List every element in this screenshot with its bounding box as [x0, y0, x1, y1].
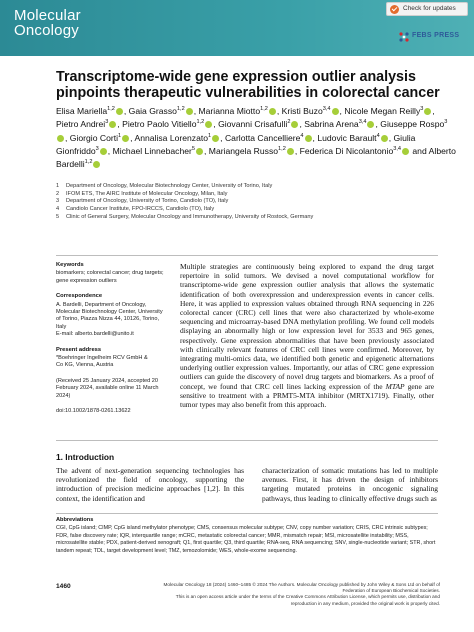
orcid-icon[interactable] [424, 108, 431, 115]
author-name: Mariangela Russo [208, 145, 279, 156]
orcid-icon[interactable] [93, 161, 100, 168]
author-name: Giuseppe Rospo [380, 119, 445, 130]
author-affiliation-marker: 1,2 [107, 106, 115, 112]
author-affiliation-marker: 3 [420, 106, 424, 112]
section-heading-introduction: 1. Introduction [56, 452, 115, 462]
author-affiliation-marker: 3 [444, 119, 448, 126]
febs-press-logo [398, 30, 460, 44]
author-affiliation-marker: 4 [376, 132, 380, 139]
body-column-left: The advent of next-generation sequencing technologies has revolutionized the field of oncology, supporting the introduction of precision medicine approaches [1,2]. In this context, the identification and [56, 466, 244, 503]
check-for-updates-button[interactable] [386, 2, 468, 16]
author-name: Alberto Bardelli [56, 145, 456, 169]
author-affiliation-marker: 3,4 [358, 119, 367, 126]
author-name: Michael Linnebacher [112, 145, 192, 156]
present-address-heading: Present address [56, 346, 102, 353]
author-name: Federica Di Nicolantonio [299, 145, 394, 156]
author-name: Marianna Miotto [198, 105, 261, 116]
orcid-icon[interactable] [332, 108, 339, 115]
affiliation-row [56, 214, 456, 222]
author-name: Giulia Gionfriddo [56, 132, 416, 156]
author-affiliation-marker: 1,2 [84, 159, 93, 166]
divider [56, 513, 438, 514]
affiliation-row [56, 206, 456, 214]
author-name: Ludovic Barault [317, 132, 377, 143]
orcid-icon[interactable] [305, 135, 312, 142]
orcid-icon[interactable] [402, 148, 409, 155]
author-name: Nicole Megan Reilly [344, 105, 421, 116]
orcid-icon[interactable] [269, 108, 276, 115]
journal-name [14, 8, 81, 38]
affiliation-number: 1 [56, 183, 60, 189]
body-column-right: characterization of somatic mutations has led to multiple avenues. First, it has driven the design of inhibitors targeting mutated proteins in oncogenic signaling pathways, thus leading to clinically effective drugs such as [262, 466, 438, 503]
present-address-text: *Boehringer Ingelheim RCV GmbH & Co KG, Vienna, Austria [56, 355, 148, 369]
affiliation-text: IFOM ETS, The AIRC Institute of Molecular Oncology, Milan, Italy [66, 190, 228, 197]
affiliation-row [56, 183, 456, 191]
divider [56, 255, 438, 256]
correspondence-text: A. Bardelli, Department of Oncology, Molecular Biotechnology Center, University of Torino, Piazza Nizza 44, 10126, Torino, Italy E-mail: alberto.bardelli@unito.it [56, 301, 163, 338]
abbreviations-heading: Abbreviations [56, 517, 94, 523]
author-name: Elisa Mariella [56, 105, 108, 116]
affiliation-text: Candiolo Cancer Institute, FPO-IRCCS, Candiolo (TO), Italy [66, 206, 215, 213]
author-affiliation-marker: 1 [208, 132, 212, 139]
author-name: Giovanni Crisafulli [218, 119, 288, 130]
keywords-heading: Keywords [56, 262, 84, 268]
affiliation-text: Department of Oncology, Molecular Biotechnology Center, University of Torino, Italy [66, 183, 273, 189]
divider [56, 440, 438, 441]
orcid-icon[interactable] [122, 135, 129, 142]
article-info-sidebar [56, 262, 176, 416]
correspondence-heading: Correspondence [56, 293, 103, 300]
gene-name-mtap: MTAP [385, 381, 405, 391]
orcid-icon[interactable] [116, 108, 123, 115]
author-name: Pietro Paolo Vitiello [122, 119, 197, 130]
orcid-icon[interactable] [205, 121, 212, 128]
doi-link[interactable]: doi:10.1002/1878-0261.13622 [56, 408, 131, 415]
author-list: Elisa Mariella$^{1,2}$ , Gaia Grasso$^{1,2}$ , Marianna Miotto$^{1,2}$ , Kristi Buzo$^{3,4}$ , Nicole Megan Reilly$^3$ , Pietro Andrei$^3$ , Pietro Paolo Vitiello$^{1,2}$ , Giovanni Crisafulli$^2$ , Sabrina Arena$^{3,4}$ , Giuseppe Rospo$^3$, Giorgio Corti$^1$ , Annalisa Lorenzato$^1$ , Carlotta Cancelliere$^4$ , Ludovic Barault$^4$ , Giulia Gionfriddo$^3$ , Michael Linnebacher$^5$ , Mariangela Russo$^{1,2}$ , Federica Di Nicolantonio$^{3,4}$ and Alberto Bardelli$^{1,2}$ [56, 105, 456, 169]
orcid-icon[interactable] [100, 148, 107, 155]
author-affiliation-marker: 1,2 [196, 119, 205, 126]
author-affiliation-marker: 1,2 [260, 106, 268, 112]
orcid-icon[interactable] [186, 108, 193, 115]
author-name: Pietro Andrei [56, 119, 106, 130]
affiliation-list [56, 183, 456, 222]
author-affiliation-marker: 4 [300, 132, 304, 139]
orcid-icon[interactable] [57, 135, 64, 142]
orcid-icon[interactable] [367, 121, 374, 128]
affiliation-number: 4 [56, 206, 60, 213]
affiliation-row [56, 198, 456, 206]
author-name: Giorgio Corti [69, 132, 119, 143]
author-affiliation-marker: 3 [105, 119, 109, 126]
check-updates-icon [390, 5, 399, 14]
author-name: Kristi Buzo [281, 105, 323, 116]
author-affiliation-marker: 2 [287, 119, 291, 126]
keywords-text: biomarkers; colorectal cancer; drug targets; gene expression outliers [56, 270, 164, 284]
journal-name-line1: Molecular [14, 7, 81, 24]
febs-press-label: FEBS PRESS [412, 32, 460, 39]
affiliation-number: 2 [56, 190, 60, 197]
affiliation-number: 5 [56, 213, 60, 220]
author-affiliation-marker: 1,2 [278, 145, 286, 152]
article-title [56, 69, 446, 101]
orcid-icon[interactable] [287, 148, 294, 155]
author-affiliation-marker: 3 [95, 145, 99, 152]
footer-license [150, 582, 440, 607]
febs-logo-icon [398, 31, 410, 43]
author-name: Annalisa Lorenzato [134, 132, 209, 143]
abstract-text-part1: Multiple strategies are continuously being explored to expand the drug target repertoire in solid tumors. We devised a novel computational workflow for transcriptome-wide gene expression outlier analysis that allows the systematic identification of both overexpression and underexpression events in cancer cells. Here, it was applied to expression values obtained through RNA sequencing in 226 colorectal cancer (CRC) cell lines that were also characterized by whole-exome sequencing and microarray-based DNA methylation profiling. We found cell models displaying an abnormally high or low expression level for 3533 and 965 genes, respectively. Gene expression abnormalities that have been previously associated with clinically relevant features of CRC cell lines were confirmed. Moreover, by integrating multi-omics data, we identified both genetic and epigenetic alternations underlying outlier expression values. Importantly, our atlas of CRC gene expression outliers can guide the discovery of novel drug targets and biomarkers. As a proof of concept, we found that CRC cell lines lacking expression of the [180, 262, 434, 391]
author-affiliation-marker: 1 [118, 132, 122, 139]
author-affiliation-marker: 3,4 [393, 145, 402, 152]
journal-name-line2: Oncology [14, 22, 79, 39]
abstract [180, 262, 434, 409]
abstract-text-part2: gene are sensitive to treatment with a PRMT5-MTA inhibitor (MRTX1719). Finally, other tumor types may also benefit from this approach. [180, 381, 435, 410]
author-name: Sabrina Arena [304, 119, 359, 130]
author-and: and [412, 145, 429, 156]
author-affiliation-marker: 3,4 [322, 106, 331, 112]
check-updates-label: Check for updates [403, 5, 456, 12]
author-affiliation-marker: 1,2 [176, 106, 185, 112]
page-number: 1460 [56, 583, 71, 590]
title-line2: pinpoints therapeutic vulnerabilities in colorectal cancer [56, 85, 440, 101]
author-name: Gaia Grasso [128, 105, 177, 116]
author-name: Carlotta Cancelliere [224, 132, 301, 143]
orcid-icon[interactable] [291, 121, 298, 128]
footer-license-text: This is an open access article under the terms of the Creative Commons Attribution License, which permits use, distribution and reproduction in any medium, provided the original work is properly cited. [175, 594, 440, 606]
journal-header-bar [0, 0, 474, 56]
orcid-icon[interactable] [196, 148, 203, 155]
orcid-icon[interactable] [381, 135, 388, 142]
affiliation-row [56, 191, 456, 199]
received-dates: (Received 25 January 2024, accepted 20 February 2024, available online 11 March 2024) [56, 377, 159, 399]
orcid-icon[interactable] [212, 135, 219, 142]
affiliation-text: Clinic of General Surgery, Molecular Oncology and Immunotherapy, University of Rostock, Germany [66, 213, 314, 220]
affiliation-text: Department of Oncology, University of Torino, Candiolo (TO), Italy [66, 198, 229, 205]
orcid-icon[interactable] [109, 121, 116, 128]
author-affiliation-marker: 5 [191, 145, 195, 152]
title-line1: Transcriptome-wide gene expression outlier analysis [56, 69, 416, 85]
abbreviations-text: CGI, CpG island; CIMP, CpG island methylator phenotype; CMS, consensus molecular subtype; CNV, copy number variation; CRIS, CRC intrinsic subtypes; FDR, false discovery rate; IQR, interquartile range; mCRC, metastatic colorectal cancer; MMR, mismatch repair; MSI, microsatellite instability; MSS, microsatellite stable; PDX, patient-derived xenograft; Q1, first quartile; Q3, third quartile; RNA-seq, RNA sequencing; SNV, single-nucleotide variant; STR, short tandem repeat; TDL, target development level; TMZ, temozolomide; WES, whole-exome sequencing. [56, 525, 436, 554]
affiliation-number: 3 [56, 198, 60, 205]
footer-citation: Molecular Oncology 18 (2024) 1460–1485 © 2024 The Authors. Molecular Oncology published by John Wiley & Sons Ltd on behalf of Federation of European Biochemical Societies. [163, 582, 440, 594]
